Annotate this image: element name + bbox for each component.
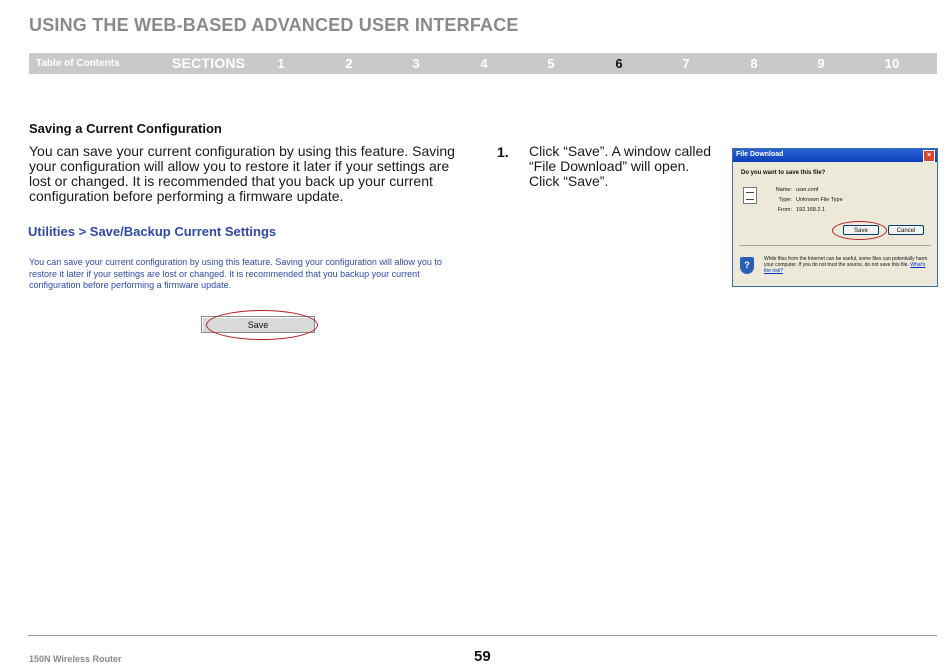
nav-section-2[interactable]: 2 (345, 56, 353, 71)
save-settings-screenshot (28, 222, 468, 347)
nav-section-10[interactable]: 10 (884, 56, 900, 71)
file-download-dialog-screenshot (732, 148, 938, 287)
name-label: Name: (775, 187, 792, 193)
dialog-titlebar (733, 149, 937, 162)
dialog-separator (739, 245, 931, 246)
nav-sections-label: SECTIONS (172, 55, 246, 71)
dialog-name-row (775, 187, 818, 193)
dialog-from-row (775, 207, 825, 213)
name-value: user.conf (796, 187, 819, 193)
screenshot-breadcrumb: Utilities > Save/Backup Current Settings (28, 224, 277, 239)
nav-section-3[interactable]: 3 (412, 56, 420, 71)
nav-section-4[interactable]: 4 (480, 56, 488, 71)
dialog-warning (764, 256, 932, 274)
dialog-question: Do you want to save this file? (741, 170, 826, 176)
step-number: 1. (497, 144, 509, 160)
footer-divider (28, 635, 937, 636)
dialog-type-row (775, 197, 843, 203)
dialog-save-button[interactable]: Save (843, 225, 879, 235)
footer-page-number: 59 (474, 648, 491, 665)
footer-product-name: 150N Wireless Router (29, 654, 122, 664)
nav-section-7[interactable]: 7 (682, 56, 690, 71)
nav-table-of-contents-link[interactable]: Table of Contents (36, 58, 120, 69)
screenshot-save-button[interactable]: Save (201, 316, 315, 333)
file-icon (743, 187, 757, 204)
whats-the-risk-link[interactable]: What's the risk? (764, 262, 926, 274)
type-value: Unknown File Type (796, 197, 843, 203)
nav-section-6-active[interactable]: 6 (615, 56, 623, 71)
type-label: Type: (778, 197, 792, 203)
screenshot-description: You can save your current configuration by using this feature. Saving your configuration will allow you to restore it later if your settings are lost or changed. It is recommended that you backup your current configuration before performing a firmware update. (29, 257, 442, 290)
from-value: 192.168.2.1 (796, 207, 826, 213)
page-header-title: USING THE WEB-BASED ADVANCED USER INTERFACE (29, 15, 519, 35)
section-navbar (29, 53, 937, 74)
dialog-save-highlight-oval (832, 221, 887, 240)
nav-section-5[interactable]: 5 (547, 56, 555, 71)
dialog-cancel-button[interactable]: Cancel (888, 225, 924, 235)
section-title: Saving a Current Configuration (29, 121, 222, 136)
dialog-warning-text: While files from the Internet can be useful, some files can potentially harm your computer. If you do not trust the source, do not save this file. (764, 256, 928, 268)
section-body-text: You can save your current configuration by using this feature. Saving your configuration will allow you to restore it later if your settings are lost or changed. It is recommended that you back up your current configuration before performing a firmware update. (29, 143, 455, 204)
nav-section-9[interactable]: 9 (817, 56, 825, 71)
shield-icon: ? (740, 257, 754, 274)
nav-section-1[interactable]: 1 (277, 56, 285, 71)
close-icon[interactable]: × (923, 150, 935, 162)
step-text: Click “Save”. A window called “File Download” will open. Click “Save”. (529, 143, 712, 189)
dialog-title: File Download (736, 151, 784, 158)
from-label: From: (777, 207, 792, 213)
nav-section-8[interactable]: 8 (750, 56, 758, 71)
